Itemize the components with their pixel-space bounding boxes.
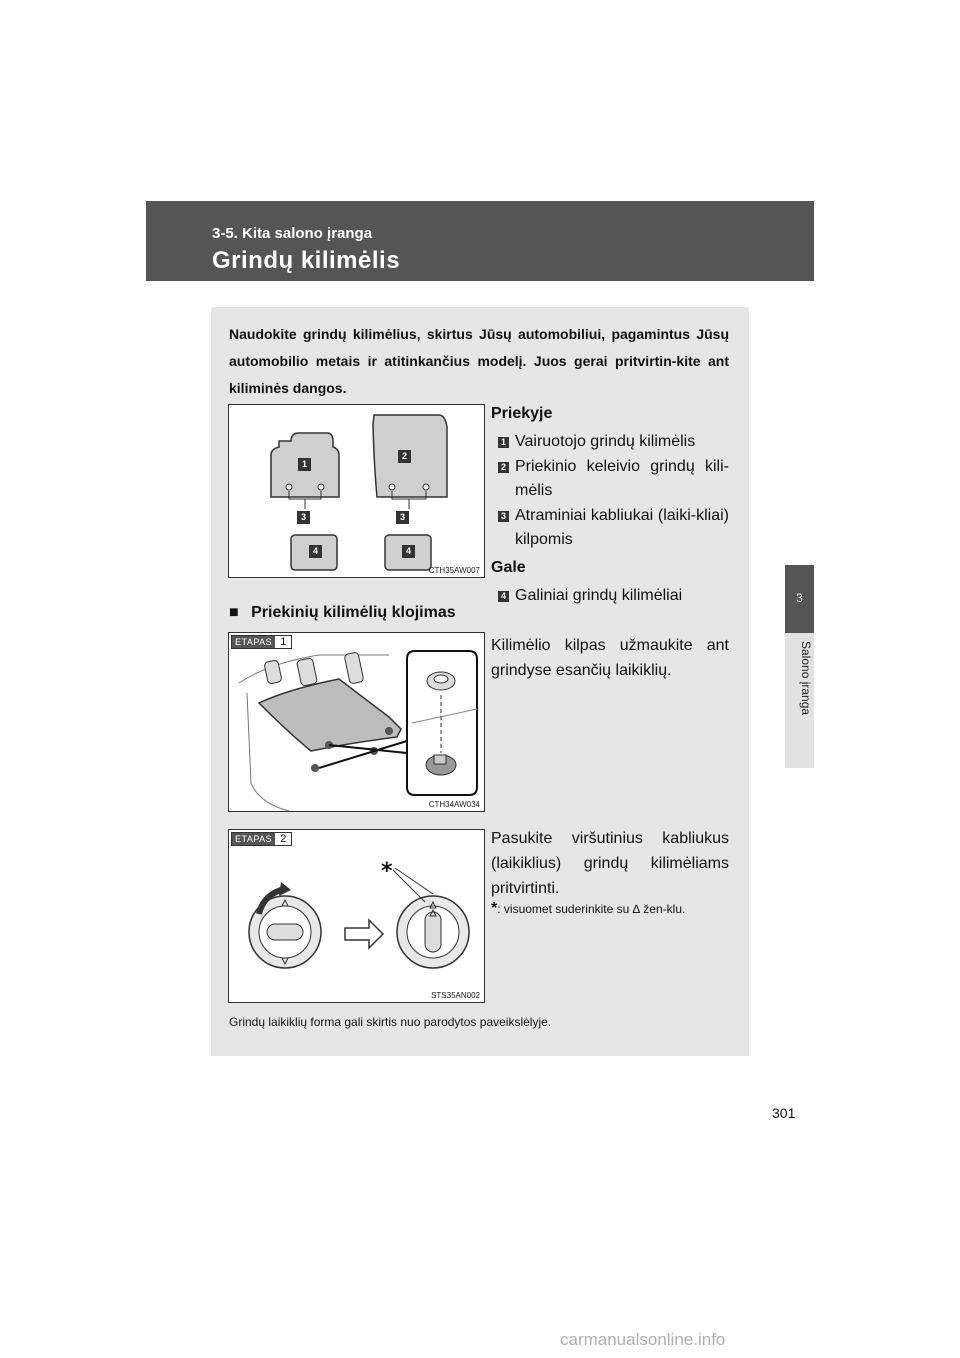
callout-1: 1 [298, 458, 311, 471]
step-2-badge [231, 832, 292, 846]
mat-hook-illustration [229, 633, 484, 811]
watermark: carmanualsonline.info [560, 1330, 726, 1349]
figure-code: CTH35AW007 [428, 566, 480, 575]
callout-4-left: 4 [309, 545, 322, 558]
chapter-label: Salono įranga [799, 641, 813, 716]
mat-layout-figure [228, 404, 485, 578]
step-number: 1 [275, 636, 291, 648]
step-label: ETAPAS [232, 833, 275, 845]
subsection-title: Priekinių kilimėlių klojimas [251, 604, 456, 621]
callout-4-right: 4 [402, 545, 415, 558]
callout-2: 2 [398, 450, 411, 463]
page-number: 301 [772, 1105, 796, 1121]
chapter-number: 3 [796, 591, 803, 605]
legend-number: 4 [498, 591, 509, 602]
legend-text: Vairuotojo grindų kilimėlis [515, 433, 696, 450]
note-asterisk: * [491, 900, 498, 917]
header-band [146, 201, 814, 281]
legend-text: Priekinio keleivio grindų kili-mėlis [515, 458, 729, 499]
mat-layout-illustration [229, 405, 484, 577]
step-1-badge [231, 635, 292, 649]
callout-3-left: 3 [297, 511, 310, 524]
rear-heading: Gale [491, 559, 526, 576]
step-2-figure [228, 829, 485, 1003]
legend-number: 3 [498, 511, 509, 522]
callout-3-right: 3 [396, 511, 409, 524]
legend-item [491, 430, 729, 454]
subsection-heading [229, 604, 456, 622]
page-title: Grindų kilimėlis [212, 247, 401, 274]
hook-rotate-illustration [229, 830, 484, 1002]
intro-text: Naudokite grindų kilimėlius, skirtus Jūsų automobiliui, pagamintus Jūsų automobilio metais ir atitinkančius modelį. Juos gerai pritvirtin-kite ant kiliminės dangos. [229, 326, 729, 396]
legend-text: Atraminiai kabliukai (laiki-kliai) kilpomis [515, 507, 729, 548]
bullet-icon: ■ [229, 604, 239, 621]
step-2-text: Pasukite viršutinius kabliukus (laikiklius) grindų kilimėliams pritvirtinti. [491, 830, 729, 897]
legend-item [491, 455, 729, 503]
content-box [211, 307, 749, 1056]
chapter-tab [785, 565, 814, 633]
legend-text: Galiniai grindų kilimėliai [515, 587, 683, 604]
note-text: : visuomet suderinkite su ∆ žen-klu. [497, 902, 686, 916]
figure-code: CTH34AW034 [428, 800, 480, 809]
step-1-figure [228, 632, 485, 812]
legend-item [491, 504, 729, 552]
legend-number: 1 [498, 437, 509, 448]
figure-code: STS35AN002 [431, 991, 480, 1000]
step-label: ETAPAS [232, 636, 275, 648]
alignment-note [491, 899, 729, 919]
chapter-tab-label-area [785, 633, 814, 768]
front-heading: Priekyje [491, 405, 553, 422]
legend-number: 2 [498, 462, 509, 473]
step-1-text: Kilimėlio kilpas užmaukite ant grindyse esančių laikiklių. [491, 637, 729, 679]
section-label: 3-5. Kita salono įranga [212, 225, 373, 242]
mat-legend [491, 402, 729, 609]
svg-text:*: * [381, 859, 393, 884]
legend-item [491, 584, 729, 608]
footer-note: Grindų laikiklių forma gali skirtis nuo parodytos paveikslėlyje. [229, 1015, 552, 1029]
step-number: 2 [275, 833, 291, 845]
